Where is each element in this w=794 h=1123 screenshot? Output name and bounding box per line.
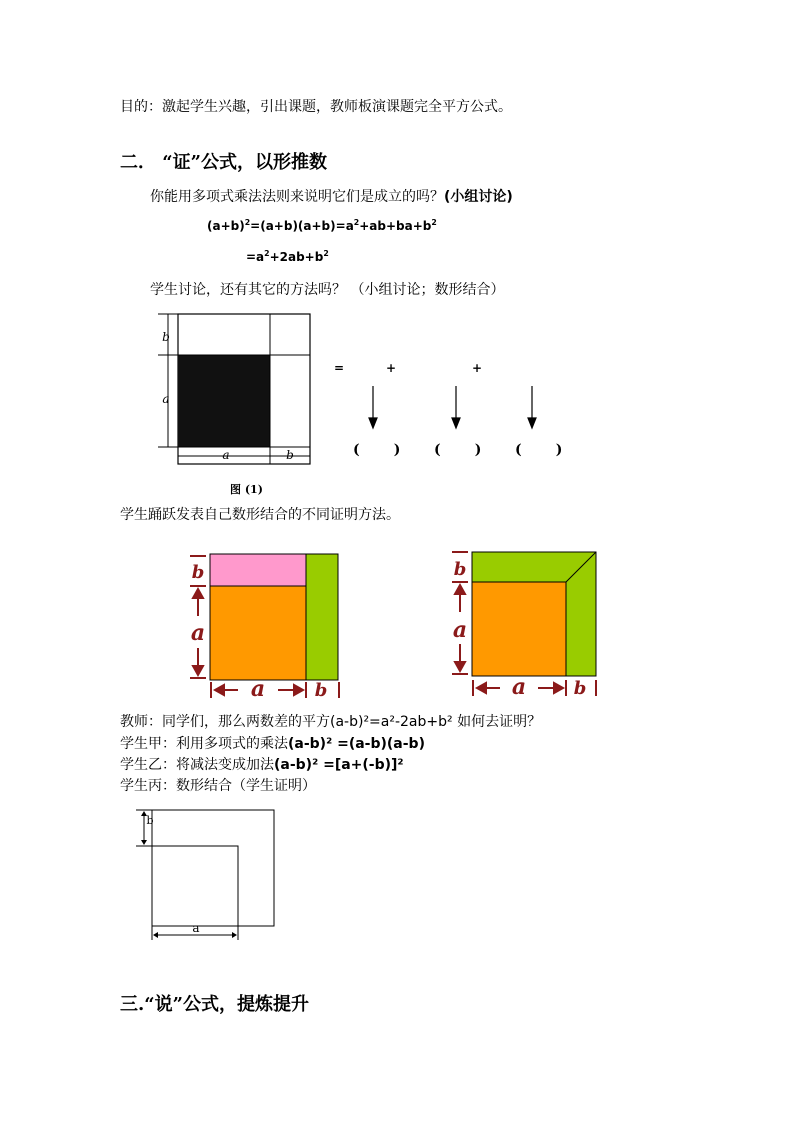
fig1-label-a-bottom: a [222, 448, 230, 462]
fig1-paren-3: ( ) [515, 442, 563, 458]
color-left-label-a-bottom: a [250, 676, 266, 700]
color-right-label-b-side: b [453, 559, 467, 580]
fig1-label-b-bottom: b [286, 448, 294, 462]
student-jia-prefix: 学生甲：利用多项式的乘法 [120, 736, 288, 752]
student-bing-line: 学生丙：数形结合（学生证明） [120, 778, 316, 794]
fig3-label-a: a [192, 921, 200, 935]
formula2-mid: +2ab+b [269, 250, 324, 264]
fig1-arrowhead-2 [452, 418, 460, 428]
formula1-rest-exp: 2 [431, 218, 437, 227]
color-left-pink-rect [210, 554, 306, 586]
color-figure-right [442, 546, 612, 700]
student-jia-formula: (a-b)² =(a-b)(a-b) [288, 736, 425, 752]
arrowhead [193, 666, 203, 675]
fig3-arrowhead [153, 932, 158, 938]
fig1-caption: 图 (1) [230, 483, 263, 496]
fig1-arrowhead-1 [369, 418, 377, 428]
student-yi-line [120, 754, 404, 774]
color-right-label-a-side: a [452, 617, 468, 643]
fig1-paren-2: ( ) [434, 442, 482, 458]
formula1-rest: +ab+ba+b [359, 219, 432, 233]
color-left-label-b-bottom: b [314, 680, 328, 700]
arrowhead [294, 685, 303, 695]
arrowhead [455, 662, 465, 671]
section2-heading: 二． “证”公式，以形推数 [120, 152, 327, 173]
formula2-exp2: 2 [323, 249, 329, 258]
formula1-lhs: (a+b) [207, 219, 245, 233]
figure-1 [150, 308, 590, 508]
fig1-label-a-left: a [162, 392, 170, 406]
formula-expansion [207, 219, 437, 233]
fig1-label-b-left: b [162, 330, 170, 344]
fig3-label-b: b [146, 814, 154, 827]
formula1-lhs-exp: 2 [244, 218, 251, 227]
arrowhead [455, 585, 465, 594]
student-yi-prefix: 学生乙：将减法变成加法 [120, 757, 274, 773]
color-right-label-b-bottom: b [573, 678, 587, 699]
color-right-label-a-bottom: a [511, 674, 527, 700]
fig1-paren-1: ( ) [353, 442, 401, 458]
students-present-text: 学生踊跃发表自己数形结合的不同证明方法。 [120, 507, 400, 523]
fig3-arrowhead [141, 840, 147, 845]
figure-3 [130, 804, 290, 944]
fig3-arrowhead [232, 932, 237, 938]
color-left-label-a-side: a [190, 620, 206, 646]
arrowhead [477, 683, 486, 693]
purpose-text: 目的：激起学生兴趣，引出课题，教师板演课题完全平方公式。 [120, 99, 512, 115]
fig1-equals: = [334, 361, 345, 375]
student-yi-formula: (a-b)² =[a+(-b)]² [274, 757, 404, 773]
question-text [150, 186, 513, 206]
color-left-orange-square [210, 586, 306, 680]
color-right-orange-square [472, 582, 566, 676]
fig1-plus-1: + [386, 361, 397, 375]
discussion-text: 学生讨论，还有其它的方法吗？ （小组讨论；数形结合） [150, 282, 505, 298]
section3-heading: 三.“说”公式，提炼提升 [120, 994, 309, 1015]
fig3-outer-square [152, 810, 274, 926]
fig1-arrowhead-3 [528, 418, 536, 428]
teacher-question: 教师：同学们，那么两数差的平方(a-b)²=a²-2ab+b² 如何去证明？ [120, 714, 542, 730]
arrowhead [215, 685, 224, 695]
fig1-black-square [178, 355, 270, 447]
color-left-label-b-side: b [191, 562, 205, 583]
formula1-middle: =(a+b)(a+b)=a [250, 219, 354, 233]
question-prefix: 你能用多项式乘法法则来说明它们是成立的吗？ [150, 189, 444, 205]
formula2-exp1: 2 [264, 249, 270, 258]
formula2-start: =a [246, 250, 265, 264]
formula-result [246, 250, 329, 264]
student-jia-line [120, 733, 425, 753]
fig1-plus-2: + [472, 361, 483, 375]
color-figure-left [180, 548, 350, 700]
question-note: (小组讨论) [444, 189, 513, 205]
formula1-mid-exp: 2 [353, 218, 360, 227]
fig3-inner-square-edge [152, 846, 238, 926]
arrowhead [554, 683, 563, 693]
arrowhead [193, 589, 203, 598]
